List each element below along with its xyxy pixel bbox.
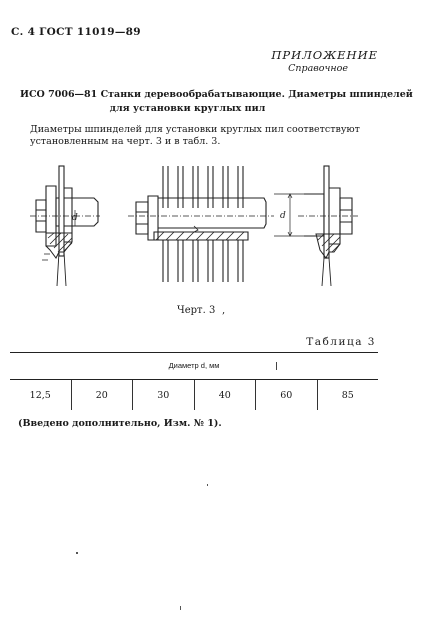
spindle-drawing	[28, 158, 358, 298]
right-spindle-view	[274, 166, 358, 286]
table-title: Таблица 3	[306, 336, 376, 348]
left-dim-label: d	[72, 213, 78, 223]
right-dim-label: d	[280, 211, 286, 221]
table-header	[10, 353, 378, 380]
table-cell: 40	[194, 380, 256, 410]
table-header-label: Диаметр d, мм	[168, 361, 220, 370]
centre-spindle-view	[128, 166, 274, 282]
scan-speck	[76, 552, 78, 554]
section-heading	[20, 88, 413, 116]
left-spindle-view	[30, 166, 100, 286]
scan-speck	[207, 484, 208, 486]
drawing-caption-mark: ,	[222, 305, 226, 316]
table-header-tick	[276, 362, 277, 370]
table-cell: 60	[255, 380, 317, 410]
table-cell: 30	[132, 380, 194, 410]
section-heading-line-1: ИСО 7006—81 Станки деревообрабатывающие. Диаметры шпинделей	[20, 89, 413, 100]
amendment-note: (Введено дополнительно, Изм. № 1).	[18, 418, 222, 429]
body-paragraph: Диаметры шпинделей для установки круглых пил соответствуют установленным на черт. 3 и в табл. 3.	[30, 124, 360, 147]
diameter-table	[10, 352, 378, 410]
appendix-subtitle: Справочное	[288, 63, 348, 74]
scan-speck	[180, 606, 181, 610]
page-header: С. 4 ГОСТ 11019—89	[11, 26, 141, 38]
appendix-title: ПРИЛОЖЕНИЕ	[271, 48, 378, 62]
table-cell: 12,5	[29, 389, 51, 401]
table-cell: 20	[71, 380, 133, 410]
section-heading-line-2: для установки круглых пил	[109, 103, 266, 114]
drawing-caption: Черт. 3	[177, 305, 216, 316]
table-row	[10, 380, 378, 410]
table-cell: 85	[317, 380, 379, 410]
